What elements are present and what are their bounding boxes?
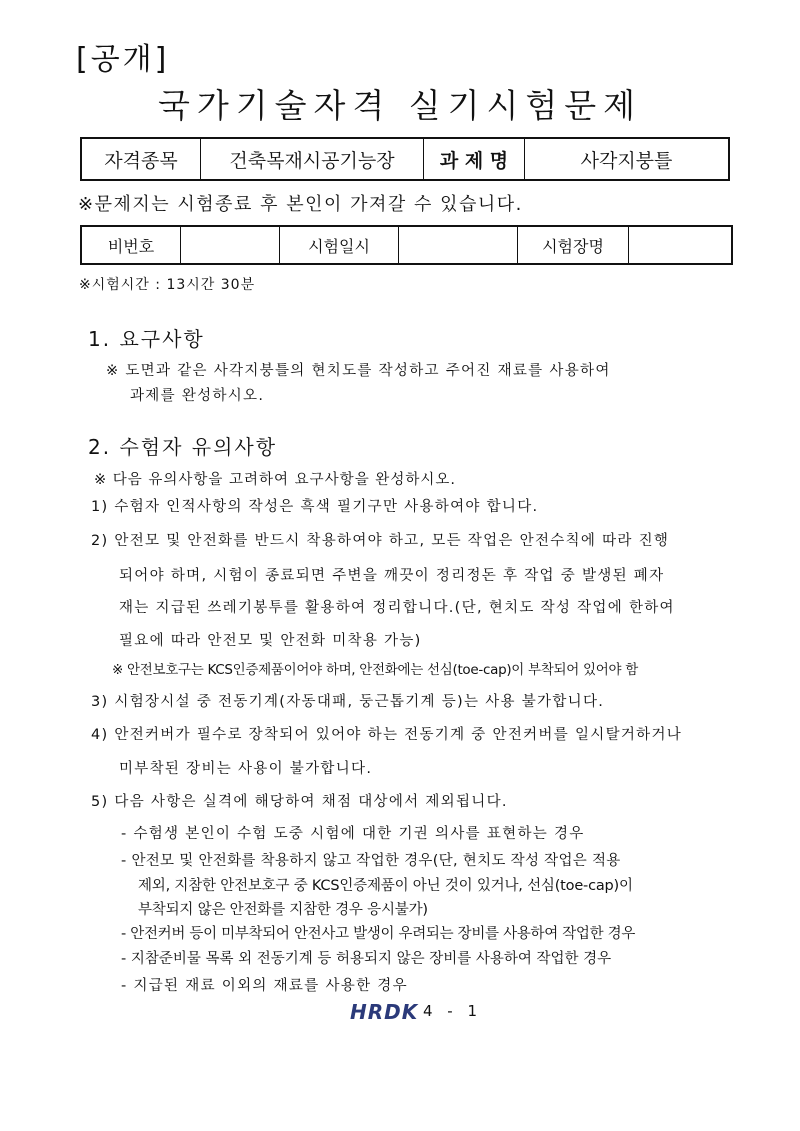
- disqualification-item: 제외, 지참한 안전보호구 중 KCS인증제품이 아닌 것이 있거나, 선심(toe-cap)이: [138, 878, 633, 894]
- disclosure-tag: [공개]: [76, 42, 170, 77]
- section1-line: ※ 도면과 같은 사각지붕틀의 현치도를 작성하고 주어진 재료를 사용하여: [106, 363, 611, 379]
- notice-item: 미부착된 장비는 사용이 불가합니다.: [119, 761, 373, 777]
- qualification-value: 건축목재시공기능장: [201, 138, 424, 180]
- notice-item: 재는 지급된 쓰레기봉투를 활용하여 정리합니다.(단, 현치도 작성 작업에 한하여: [119, 600, 675, 616]
- disqualification-item: - 안전커버 등이 미부착되어 안전사고 발생이 우려되는 장비를 사용하여 작업한 경우: [121, 926, 636, 942]
- section1-heading: 1. 요구사항: [88, 327, 205, 351]
- disqualification-item: - 안전모 및 안전화를 착용하지 않고 작업한 경우(단, 현치도 작성 작업은 적용: [121, 853, 621, 869]
- exam-date-value: [399, 226, 518, 264]
- notice-item: 4) 안전커버가 필수로 장착되어 있어야 하는 전동기계 중 안전커버를 일시탈거하거나: [91, 727, 683, 743]
- notice-item: 3) 시험장시설 중 전동기계(자동대패, 둥근톱기계 등)는 사용 불가합니다.: [91, 694, 605, 710]
- notice-item: 5) 다음 사항은 실격에 해당하여 채점 대상에서 제외됩니다.: [91, 794, 508, 810]
- notice-text: ※문제지는 시험종료 후 본인이 가져갈 수 있습니다.: [78, 194, 523, 215]
- section2-intro: ※ 다음 유의사항을 고려하여 요구사항을 완성하시오.: [94, 472, 456, 488]
- notice-item: 되어야 하며, 시험이 종료되면 주변을 깨끗이 정리정돈 후 작업 중 발생된 폐자: [119, 568, 665, 584]
- document-title: 국가기술자격 실기시험문제: [157, 86, 643, 125]
- exam-site-value: [629, 226, 733, 264]
- number-label: 비번호: [81, 226, 181, 264]
- number-value: [181, 226, 280, 264]
- time-limit: ※시험시간 : 13시간 30분: [79, 277, 256, 293]
- notice-item: 필요에 따라 안전모 및 안전화 미착용 가능): [119, 633, 422, 649]
- qualification-label: 자격종목: [81, 138, 201, 180]
- exam-date-label: 시험일시: [280, 226, 399, 264]
- task-label: 과 제 명: [424, 138, 525, 180]
- page-number: 4 - 1: [423, 1002, 483, 1020]
- qualification-table: [80, 137, 730, 181]
- section2-heading: 2. 수험자 유의사항: [88, 435, 278, 459]
- exam-site-label: 시험장명: [518, 226, 629, 264]
- safety-gear-note: ※ 안전보호구는 KCS인증제품이어야 하며, 안전화에는 선심(toe-cap)이 부착되어 있어야 함: [112, 662, 638, 678]
- notice-item: 1) 수험자 인적사항의 작성은 흑색 필기구만 사용하여야 합니다.: [91, 499, 539, 515]
- exam-info-table: [80, 225, 733, 265]
- section1-line: 과제를 완성하시오.: [130, 388, 265, 404]
- disqualification-item: 부착되지 않은 안전화를 지참한 경우 응시불가): [138, 902, 428, 918]
- disqualification-item: - 수험생 본인이 수험 도중 시험에 대한 기권 의사를 표현하는 경우: [121, 826, 585, 842]
- disqualification-item: - 지급된 재료 이외의 재료를 사용한 경우: [121, 978, 408, 994]
- disqualification-item: - 지참준비물 목록 외 전동기계 등 허용되지 않은 장비를 사용하여 작업한 경우: [121, 951, 612, 967]
- task-value: 사각지붕틀: [525, 138, 730, 180]
- hrdk-logo: HRDK: [350, 1000, 419, 1024]
- notice-item: 2) 안전모 및 안전화를 반드시 착용하여야 하고, 모든 작업은 안전수칙에 따라 진행: [91, 533, 670, 549]
